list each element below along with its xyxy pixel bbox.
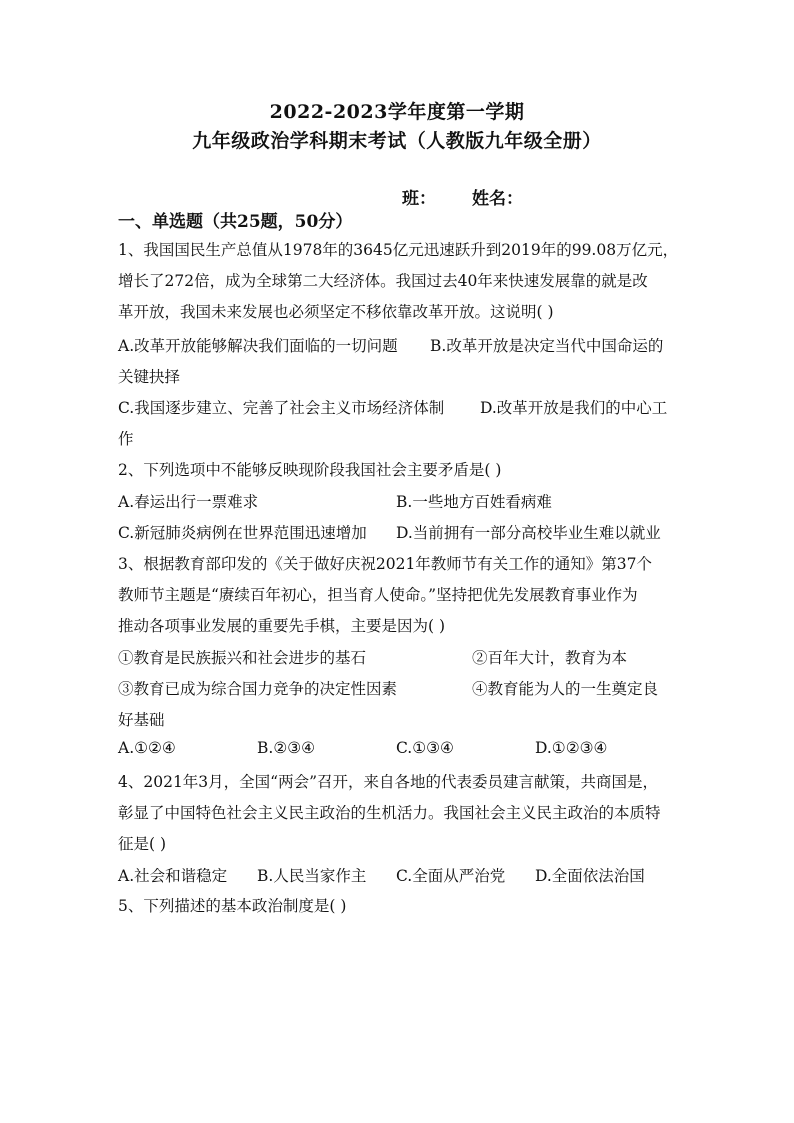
question-3-line-3: 推动各项事业发展的重要先手棋，主要是因为( ) [118,617,446,635]
question-2-line-1: 2、下列选项中不能够反映现阶段我国社会主要矛盾是( ) [118,461,502,479]
question-1-option-d-cont: 作 [118,430,134,448]
section-heading: 一、单选题（共25题，50分） [118,212,353,232]
question-3-line-1: 3、根据教育部印发的《关于做好庆祝2021年教师节有关工作的通知》第37个 [118,555,653,573]
question-2-option-d: D.当前拥有一部分高校毕业生难以就业 [396,524,661,542]
question-4-line-2: 彰显了中国特色社会主义民主政治的生机活力。我国社会主义民主政治的本质特 [118,804,661,822]
question-1-line-1: 1、我国国民生产总值从1978年的3645亿元迅速跃升到2019年的99.08万亿元， [118,241,679,259]
question-2-option-b: B.一些地方百姓看病难 [396,493,552,511]
question-4-option-b: B.人民当家作主 [257,867,367,885]
question-3-statement-4-cont: 好基础 [118,711,165,729]
question-1-option-c: C.我国逐步建立、完善了社会主义市场经济体制 [118,399,445,417]
question-4-line-3: 征是( ) [118,835,167,853]
question-1-option-b: B.改革开放是决定当代中国命运的 [430,337,664,355]
name-label: 姓名： [472,189,523,209]
question-1-option-a: A.改革开放能够解决我们面临的一切问题 [118,337,398,355]
question-4-option-a: A.社会和谐稳定 [118,867,228,885]
question-1-option-d: D.改革开放是我们的中心工 [480,399,668,417]
question-3-line-2: 教师节主题是“赓续百年初心，担当育人使命。”坚持把优先发展教育事业作为 [118,586,638,604]
question-1-line-3: 革开放，我国未来发展也必须坚定不移依靠改革开放。这说明( ) [118,303,554,321]
class-label: 班： [402,189,436,209]
question-2-option-c: C.新冠肺炎病例在世界范围迅速增加 [118,524,367,542]
question-4-line-1: 4、2021年3月，全国“两会”召开，来自各地的代表委员建言献策，共商国是， [118,773,659,791]
question-3-option-a: A.①②④ [118,739,176,757]
question-3-option-b: B.②③④ [257,739,316,757]
question-1-option-b-cont: 关键抉择 [118,368,181,386]
question-1-line-2: 增长了272倍，成为全球第二大经济体。我国过去40年来快速发展靠的就是改 [118,272,648,290]
student-info [402,184,523,209]
question-5-line-1: 5、下列描述的基本政治制度是( ) [118,897,347,915]
exam-title-subject: 九年级政治学科期末考试（人教版九年级全册） [192,130,602,152]
question-3-option-c: C.①③④ [396,739,454,757]
question-3-statement-2: ②百年大计，教育为本 [472,649,628,667]
question-2-option-a: A.春运出行一票难求 [118,493,259,511]
question-4-option-c: C.全面从严治党 [396,867,506,885]
exam-title-term: 2022-2023学年度第一学期 [269,101,525,123]
question-4-option-d: D.全面依法治国 [535,867,645,885]
question-3-statement-3: ③教育已成为综合国力竞争的决定性因素 [118,680,398,698]
question-3-statement-1: ①教育是民族振兴和社会进步的基石 [118,649,367,667]
question-3-option-d: D.①②③④ [535,739,608,757]
question-3-statement-4: ④教育能为人的一生奠定良 [472,680,659,698]
